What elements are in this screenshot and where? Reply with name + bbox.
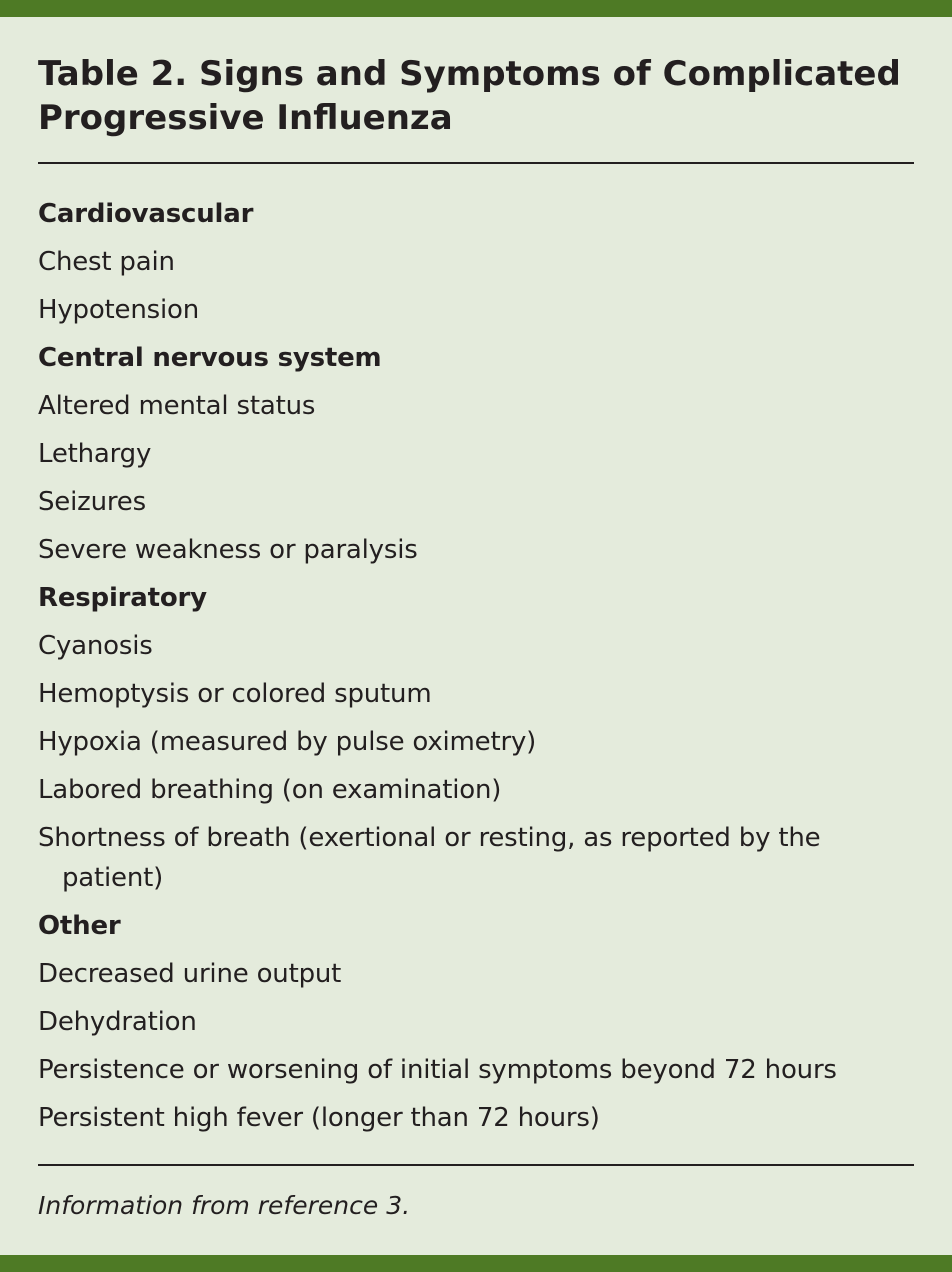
bottom-accent-bar bbox=[0, 1255, 952, 1272]
list-item: Shortness of breath (exertional or resting, as reported by the patient) bbox=[38, 823, 821, 893]
top-accent-bar bbox=[0, 0, 952, 17]
list-item: Labored breathing (on examination) bbox=[38, 775, 502, 805]
list-item: Cyanosis bbox=[38, 631, 153, 661]
list-item: Hypotension bbox=[38, 295, 199, 325]
table-title: Table 2. Signs and Symptoms of Complicated Progressive Influenza bbox=[38, 54, 901, 138]
table-body bbox=[38, 194, 914, 1146]
list-item: Seizures bbox=[38, 487, 146, 517]
list-item: Severe weakness or paralysis bbox=[38, 535, 418, 565]
list-item: Hypoxia (measured by pulse oximetry) bbox=[38, 727, 537, 757]
list-item: Persistent high fever (longer than 72 hours) bbox=[38, 1103, 600, 1133]
list-item: Persistence or worsening of initial symptoms beyond 72 hours bbox=[38, 1055, 837, 1085]
section-heading-other: Other bbox=[38, 911, 121, 941]
list-item: Chest pain bbox=[38, 247, 175, 277]
list-item: Dehydration bbox=[38, 1007, 197, 1037]
section-heading-cardiovascular: Cardiovascular bbox=[38, 199, 254, 229]
source-footnote: Information from reference 3. bbox=[38, 1191, 411, 1220]
list-item: Lethargy bbox=[38, 439, 152, 469]
top-divider bbox=[38, 162, 914, 164]
section-heading-central-nervous-system: Central nervous system bbox=[38, 343, 382, 373]
list-item: Decreased urine output bbox=[38, 959, 342, 989]
bottom-divider bbox=[38, 1164, 914, 1166]
section-heading-respiratory: Respiratory bbox=[38, 583, 207, 613]
list-item: Hemoptysis or colored sputum bbox=[38, 679, 432, 709]
list-item: Altered mental status bbox=[38, 391, 316, 421]
